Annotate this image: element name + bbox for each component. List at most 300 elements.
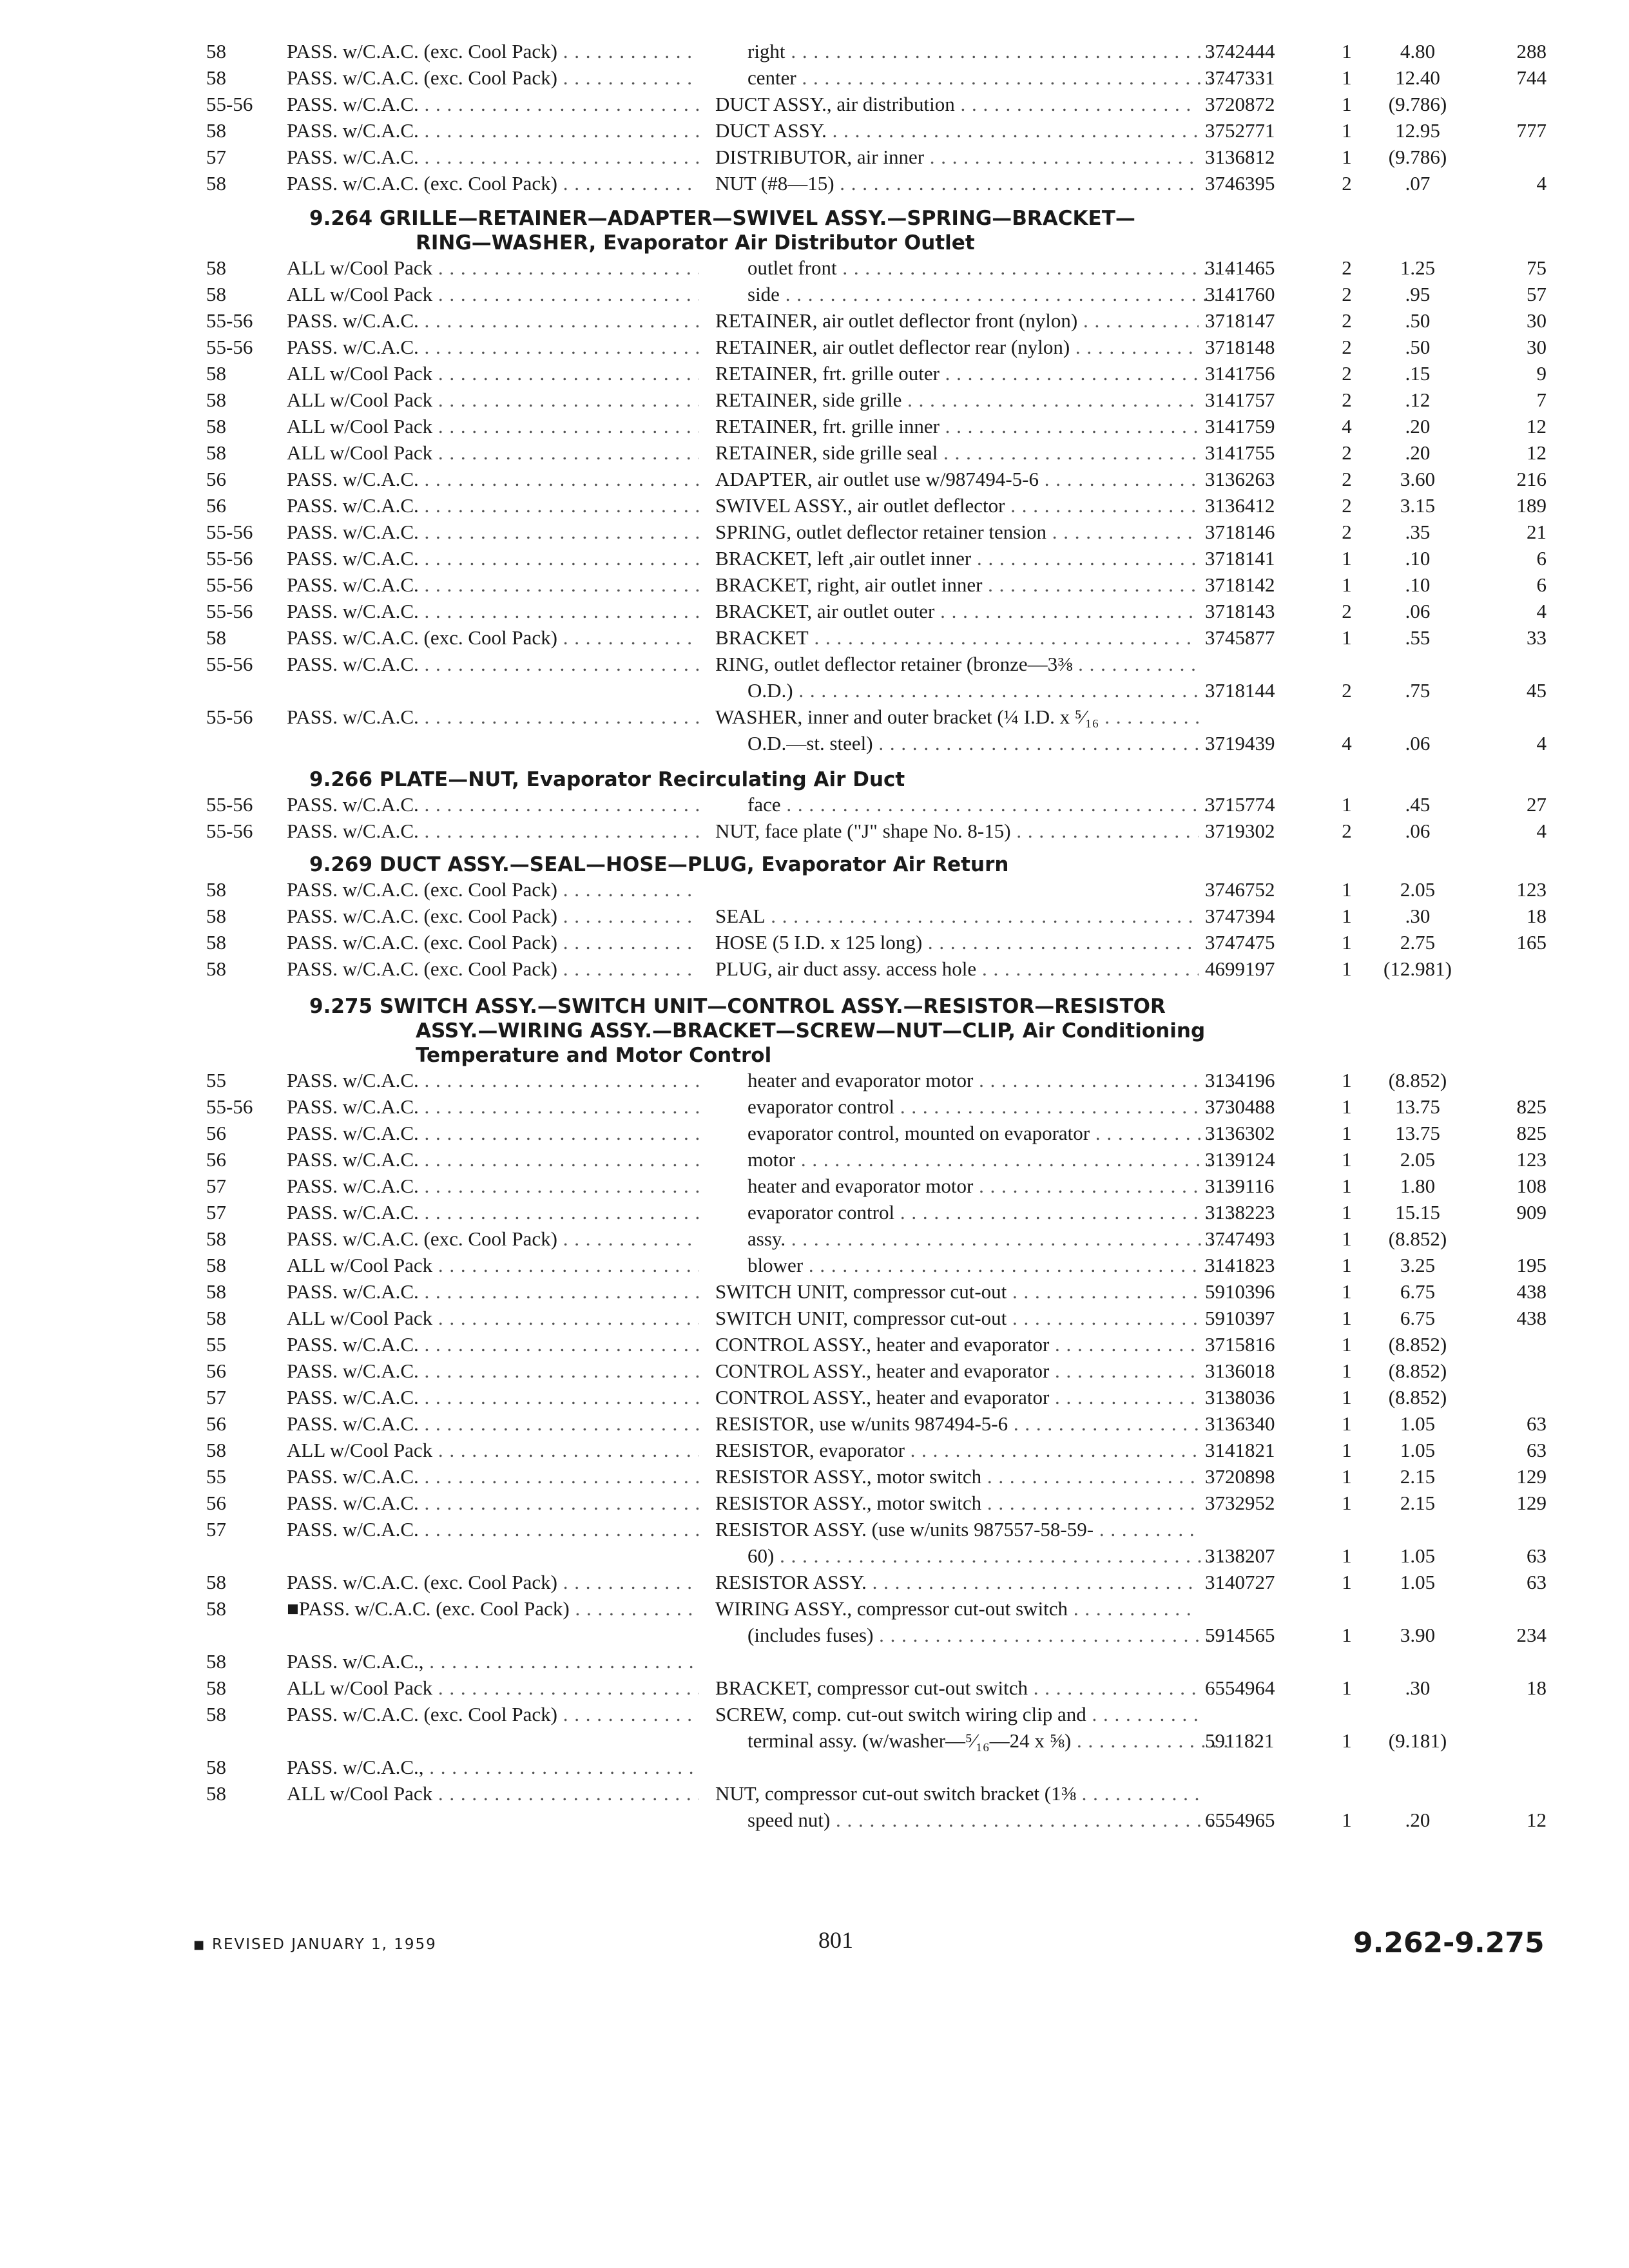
description: right . . . xyxy=(747,39,1231,64)
quantity: 1 xyxy=(1342,1254,1352,1276)
description: outlet front . . . xyxy=(747,255,1231,281)
model-year: 58 xyxy=(206,172,226,195)
model-year: 58 xyxy=(206,1782,226,1805)
model-year: 58 xyxy=(206,905,226,927)
model-year: 55-56 xyxy=(206,521,253,543)
coupon-value: 18 xyxy=(1527,905,1547,927)
application: ■PASS. w/C.A.C. (exc. Cool Pack) . . . xyxy=(287,1596,699,1622)
coupon-value: 288 xyxy=(1516,40,1547,62)
application: PASS. w/C.A.C. . . . xyxy=(287,818,699,844)
model-year: 58 xyxy=(206,66,226,89)
part-number: 3141755 xyxy=(1205,441,1275,464)
description: NUT, face plate ("J" shape No. 8-15) . . . xyxy=(715,818,1199,844)
model-year: 58 xyxy=(206,878,226,901)
coupon-value: 12 xyxy=(1527,441,1547,464)
list-price: .75 xyxy=(1405,679,1431,702)
list-price: .10 xyxy=(1405,573,1431,596)
quantity: 2 xyxy=(1342,362,1352,385)
description: SWITCH UNIT, compressor cut-out . . . xyxy=(715,1305,1199,1331)
quantity: 2 xyxy=(1342,336,1352,358)
coupon-value: 63 xyxy=(1527,1412,1547,1435)
list-price: .06 xyxy=(1405,820,1431,842)
part-number: 3746752 xyxy=(1205,878,1275,901)
quantity: 4 xyxy=(1342,732,1352,754)
coupon-value: 6 xyxy=(1536,547,1547,570)
model-year: 55-56 xyxy=(206,820,253,842)
model-year: 57 xyxy=(206,1518,226,1541)
list-price: (9.786) xyxy=(1388,93,1447,115)
description: evaporator control . . . xyxy=(747,1094,1231,1120)
list-price: 15.15 xyxy=(1395,1201,1440,1224)
application: ALL w/Cool Pack . . . xyxy=(287,361,699,387)
application: PASS. w/C.A.C. . . . xyxy=(287,118,699,144)
quantity: 1 xyxy=(1342,957,1352,980)
description: 60) . . . xyxy=(747,1543,1231,1569)
description: side . . . xyxy=(747,282,1231,307)
application: PASS. w/C.A.C. (exc. Cool Pack) . . . xyxy=(287,877,699,903)
model-year: 58 xyxy=(206,1703,226,1725)
list-price: .06 xyxy=(1405,732,1431,754)
quantity: 2 xyxy=(1342,494,1352,517)
application: PASS. w/C.A.C. . . . xyxy=(287,493,699,519)
application: PASS. w/C.A.C. . . . xyxy=(287,1490,699,1516)
application: ALL w/Cool Pack . . . xyxy=(287,414,699,439)
application: PASS. w/C.A.C. . . . xyxy=(287,1411,699,1437)
description: CONTROL ASSY., heater and evaporator . . . xyxy=(715,1332,1199,1358)
model-year: 58 xyxy=(206,931,226,954)
application: ALL w/Cool Pack . . . xyxy=(287,440,699,466)
part-number: 3747331 xyxy=(1205,66,1275,89)
description: RETAINER, side grille . . . xyxy=(715,387,1199,413)
coupon-value: 63 xyxy=(1527,1571,1547,1593)
quantity: 1 xyxy=(1342,1095,1352,1118)
quantity: 1 xyxy=(1342,1677,1352,1699)
list-price: .12 xyxy=(1405,389,1431,411)
description: evaporator control, mounted on evaporator . . . xyxy=(747,1120,1231,1146)
quantity: 1 xyxy=(1342,1227,1352,1250)
description: center . . . xyxy=(747,65,1231,91)
quantity: 1 xyxy=(1342,1544,1352,1567)
list-price: 3.15 xyxy=(1400,494,1436,517)
description: RETAINER, frt. grille outer . . . xyxy=(715,361,1199,387)
part-number: 3715774 xyxy=(1205,793,1275,816)
coupon-value: 30 xyxy=(1527,309,1547,332)
section-heading-4-line-0: 9.275 SWITCH ASSY.—SWITCH UNIT—CONTROL ASSY.—RESISTOR—RESISTOR xyxy=(309,995,1166,1018)
model-year: 58 xyxy=(206,1677,226,1699)
quantity: 1 xyxy=(1342,66,1352,89)
revision-note xyxy=(193,1936,437,1953)
list-price: .20 xyxy=(1405,1809,1431,1831)
model-year: 58 xyxy=(206,283,226,305)
quantity: 1 xyxy=(1342,1386,1352,1408)
application: ALL w/Cool Pack . . . xyxy=(287,282,699,307)
description: SPRING, outlet deflector retainer tension . . . xyxy=(715,519,1199,545)
quantity: 1 xyxy=(1342,1201,1352,1224)
quantity: 1 xyxy=(1342,119,1352,142)
quantity: 1 xyxy=(1342,1148,1352,1171)
list-price: 3.60 xyxy=(1400,468,1436,490)
list-price: .55 xyxy=(1405,626,1431,649)
part-number: 3138207 xyxy=(1205,1544,1275,1567)
list-price: 4.80 xyxy=(1400,40,1436,62)
coupon-value: 195 xyxy=(1516,1254,1547,1276)
description: WIRING ASSY., compressor cut-out switch . . . xyxy=(715,1596,1199,1622)
section-heading-1-line-0: 9.264 GRILLE—RETAINER—ADAPTER—SWIVEL ASSY.—SPRING—BRACKET— xyxy=(309,207,1135,230)
description: blower . . . xyxy=(747,1253,1231,1278)
list-price: 13.75 xyxy=(1395,1122,1440,1144)
application: PASS. w/C.A.C., . . . xyxy=(287,1649,699,1675)
application: PASS. w/C.A.C. . . . xyxy=(287,1464,699,1490)
application: PASS. w/C.A.C. . . . xyxy=(287,546,699,572)
coupon-value: 33 xyxy=(1527,626,1547,649)
list-price: (8.852) xyxy=(1388,1333,1447,1356)
description: assy. . . . xyxy=(747,1226,1231,1252)
model-year: 55-56 xyxy=(206,93,253,115)
model-year: 58 xyxy=(206,1650,226,1673)
application: PASS. w/C.A.C. . . . xyxy=(287,704,699,730)
quantity: 1 xyxy=(1342,1465,1352,1488)
part-number: 3138036 xyxy=(1205,1386,1275,1408)
coupon-value: 129 xyxy=(1516,1465,1547,1488)
model-year: 55-56 xyxy=(206,309,253,332)
part-number: 6554964 xyxy=(1205,1677,1275,1699)
application: PASS. w/C.A.C. (exc. Cool Pack) . . . xyxy=(287,171,699,197)
model-year: 58 xyxy=(206,957,226,980)
list-price: .20 xyxy=(1405,441,1431,464)
description: RESISTOR, use w/units 987494-5-6 . . . xyxy=(715,1411,1199,1437)
part-number: 3136018 xyxy=(1205,1360,1275,1382)
list-price: .10 xyxy=(1405,547,1431,570)
part-number: 3718147 xyxy=(1205,309,1275,332)
model-year: 55 xyxy=(206,1069,226,1091)
revision-marker-icon: ■ xyxy=(193,1938,206,1952)
page-number: 801 xyxy=(818,1927,853,1953)
part-number: 3732952 xyxy=(1205,1492,1275,1514)
list-price: 1.80 xyxy=(1400,1175,1436,1197)
list-price: 3.90 xyxy=(1400,1624,1436,1646)
description: PLUG, air duct assy. access hole . . . xyxy=(715,956,1199,982)
application: PASS. w/C.A.C. (exc. Cool Pack) . . . xyxy=(287,1702,699,1727)
part-number: 3141823 xyxy=(1205,1254,1275,1276)
coupon-value: 63 xyxy=(1527,1544,1547,1567)
coupon-value: 777 xyxy=(1516,119,1547,142)
part-number: 5910397 xyxy=(1205,1307,1275,1329)
application: PASS. w/C.A.C. . . . xyxy=(287,1517,699,1542)
part-number: 3745877 xyxy=(1205,626,1275,649)
description: RESISTOR ASSY., motor switch . . . xyxy=(715,1464,1199,1490)
description: heater and evaporator motor . . . xyxy=(747,1173,1231,1199)
quantity: 2 xyxy=(1342,389,1352,411)
model-year: 58 xyxy=(206,40,226,62)
part-number: 3747475 xyxy=(1205,931,1275,954)
application: PASS. w/C.A.C. . . . xyxy=(287,792,699,818)
model-year: 58 xyxy=(206,626,226,649)
quantity: 1 xyxy=(1342,1624,1352,1646)
quantity: 1 xyxy=(1342,1571,1352,1593)
application: PASS. w/C.A.C. . . . xyxy=(287,1068,699,1093)
quantity: 1 xyxy=(1342,626,1352,649)
quantity: 1 xyxy=(1342,1492,1352,1514)
part-number: 3730488 xyxy=(1205,1095,1275,1118)
description: RESISTOR ASSY. . . . xyxy=(715,1570,1199,1595)
quantity: 2 xyxy=(1342,172,1352,195)
part-number: 4699197 xyxy=(1205,957,1275,980)
list-price: .30 xyxy=(1405,905,1431,927)
part-number: 3136412 xyxy=(1205,494,1275,517)
application: PASS. w/C.A.C. (exc. Cool Pack) . . . xyxy=(287,625,699,651)
part-number: 3719439 xyxy=(1205,732,1275,754)
model-year: 58 xyxy=(206,441,226,464)
model-year: 56 xyxy=(206,1412,226,1435)
part-number: 3136302 xyxy=(1205,1122,1275,1144)
quantity: 1 xyxy=(1342,1175,1352,1197)
part-number: 3141756 xyxy=(1205,362,1275,385)
part-number: 6554965 xyxy=(1205,1809,1275,1831)
list-price: (8.852) xyxy=(1388,1360,1447,1382)
part-number: 5911821 xyxy=(1205,1729,1275,1752)
part-number: 5914565 xyxy=(1205,1624,1275,1646)
description: RESISTOR, evaporator . . . xyxy=(715,1437,1199,1463)
section-heading-4-line-2: Temperature and Motor Control xyxy=(416,1044,772,1067)
model-year: 55 xyxy=(206,1333,226,1356)
description: BRACKET, air outlet outer . . . xyxy=(715,599,1199,624)
application: PASS. w/C.A.C. . . . xyxy=(287,1120,699,1146)
application: ALL w/Cool Pack . . . xyxy=(287,255,699,281)
model-year: 58 xyxy=(206,1254,226,1276)
section-heading-1-line-1: RING—WASHER, Evaporator Air Distributor Outlet xyxy=(416,231,975,255)
list-price: 1.05 xyxy=(1400,1439,1436,1461)
part-number: 3141760 xyxy=(1205,283,1275,305)
part-number: 3752771 xyxy=(1205,119,1275,142)
quantity: 1 xyxy=(1342,1809,1352,1831)
list-price: 12.40 xyxy=(1395,66,1440,89)
part-number: 3718146 xyxy=(1205,521,1275,543)
model-year: 57 xyxy=(206,146,226,168)
coupon-value: 165 xyxy=(1516,931,1547,954)
model-year: 55-56 xyxy=(206,600,253,622)
application: PASS. w/C.A.C. (exc. Cool Pack) . . . xyxy=(287,1226,699,1252)
list-price: .45 xyxy=(1405,793,1431,816)
model-year: 57 xyxy=(206,1201,226,1224)
model-year: 56 xyxy=(206,1122,226,1144)
model-year: 56 xyxy=(206,468,226,490)
model-year: 58 xyxy=(206,389,226,411)
model-year: 56 xyxy=(206,1148,226,1171)
coupon-value: 4 xyxy=(1536,820,1547,842)
part-number: 3720898 xyxy=(1205,1465,1275,1488)
model-year: 58 xyxy=(206,1227,226,1250)
description: SWIVEL ASSY., air outlet deflector . . . xyxy=(715,493,1199,519)
application: PASS. w/C.A.C. . . . xyxy=(287,308,699,334)
list-price: .50 xyxy=(1405,336,1431,358)
coupon-value: 123 xyxy=(1516,1148,1547,1171)
quantity: 2 xyxy=(1342,441,1352,464)
coupon-value: 27 xyxy=(1527,793,1547,816)
quantity: 1 xyxy=(1342,878,1352,901)
list-price: 2.15 xyxy=(1400,1465,1436,1488)
part-number: 3136263 xyxy=(1205,468,1275,490)
section-range: 9.262-9.275 xyxy=(1353,1927,1545,1959)
coupon-value: 123 xyxy=(1516,878,1547,901)
coupon-value: 30 xyxy=(1527,336,1547,358)
application: PASS. w/C.A.C. . . . xyxy=(287,1385,699,1410)
application: PASS. w/C.A.C. . . . xyxy=(287,519,699,545)
model-year: 58 xyxy=(206,1597,226,1620)
coupon-value: 825 xyxy=(1516,1122,1547,1144)
application: PASS. w/C.A.C. . . . xyxy=(287,1200,699,1225)
list-price: 12.95 xyxy=(1395,119,1440,142)
description: (includes fuses) . . . xyxy=(747,1622,1231,1648)
application: PASS. w/C.A.C. . . . xyxy=(287,466,699,492)
coupon-value: 9 xyxy=(1536,362,1547,385)
description: face . . . xyxy=(747,792,1231,818)
section-heading-3-line-0: 9.269 DUCT ASSY.—SEAL—HOSE—PLUG, Evaporator Air Return xyxy=(309,853,1009,876)
application: PASS. w/C.A.C. (exc. Cool Pack) . . . xyxy=(287,65,699,91)
model-year: 58 xyxy=(206,1439,226,1461)
part-number: 3140727 xyxy=(1205,1571,1275,1593)
model-year: 55-56 xyxy=(206,793,253,816)
model-year: 55 xyxy=(206,1465,226,1488)
model-year: 56 xyxy=(206,1360,226,1382)
quantity: 2 xyxy=(1342,521,1352,543)
part-number: 3715816 xyxy=(1205,1333,1275,1356)
part-number: 3141759 xyxy=(1205,415,1275,437)
model-year: 55-56 xyxy=(206,547,253,570)
coupon-value: 438 xyxy=(1516,1280,1547,1303)
description: CONTROL ASSY., heater and evaporator . . . xyxy=(715,1358,1199,1384)
quantity: 1 xyxy=(1342,40,1352,62)
quantity: 1 xyxy=(1342,1333,1352,1356)
description: RETAINER, side grille seal . . . xyxy=(715,440,1199,466)
list-price: 1.25 xyxy=(1400,256,1436,279)
model-year: 58 xyxy=(206,1280,226,1303)
description: DUCT ASSY. . . . xyxy=(715,118,1199,144)
model-year: 58 xyxy=(206,1756,226,1778)
model-year: 58 xyxy=(206,1571,226,1593)
coupon-value: 6 xyxy=(1536,573,1547,596)
application: PASS. w/C.A.C. (exc. Cool Pack) . . . xyxy=(287,903,699,929)
coupon-value: 12 xyxy=(1527,1809,1547,1831)
description: speed nut) . . . xyxy=(747,1807,1231,1833)
coupon-value: 12 xyxy=(1527,415,1547,437)
quantity: 1 xyxy=(1342,1280,1352,1303)
description: RESISTOR ASSY. (use w/units 987557-58-59- . . . xyxy=(715,1517,1199,1542)
application: PASS. w/C.A.C. . . . xyxy=(287,572,699,598)
part-number: 5910396 xyxy=(1205,1280,1275,1303)
quantity: 2 xyxy=(1342,283,1352,305)
application: PASS. w/C.A.C. (exc. Cool Pack) . . . xyxy=(287,1570,699,1595)
coupon-value: 744 xyxy=(1516,66,1547,89)
description: NUT (#8—15) . . . xyxy=(715,171,1199,197)
coupon-value: 63 xyxy=(1527,1439,1547,1461)
list-price: (8.852) xyxy=(1388,1386,1447,1408)
description: DISTRIBUTOR, air inner . . . xyxy=(715,144,1199,170)
part-number: 3141757 xyxy=(1205,389,1275,411)
application: ALL w/Cool Pack . . . xyxy=(287,387,699,413)
list-price: 6.75 xyxy=(1400,1280,1436,1303)
list-price: 1.05 xyxy=(1400,1412,1436,1435)
description: SEAL . . . xyxy=(715,903,1199,929)
model-year: 57 xyxy=(206,1386,226,1408)
coupon-value: 45 xyxy=(1527,679,1547,702)
part-number: 3742444 xyxy=(1205,40,1275,62)
coupon-value: 21 xyxy=(1527,521,1547,543)
description: O.D.—st. steel) . . . xyxy=(747,731,1231,756)
model-year: 55-56 xyxy=(206,706,253,728)
quantity: 2 xyxy=(1342,468,1352,490)
quantity: 1 xyxy=(1342,1122,1352,1144)
application: ALL w/Cool Pack . . . xyxy=(287,1781,699,1807)
quantity: 2 xyxy=(1342,820,1352,842)
list-price: 1.05 xyxy=(1400,1571,1436,1593)
quantity: 1 xyxy=(1342,1069,1352,1091)
description: ADAPTER, air outlet use w/987494-5-6 . . . xyxy=(715,466,1199,492)
list-price: (9.786) xyxy=(1388,146,1447,168)
part-number: 3139124 xyxy=(1205,1148,1275,1171)
part-number: 3139116 xyxy=(1205,1175,1275,1197)
description: SWITCH UNIT, compressor cut-out . . . xyxy=(715,1279,1199,1305)
list-price: 2.05 xyxy=(1400,878,1436,901)
application: PASS. w/C.A.C. . . . xyxy=(287,1279,699,1305)
description: RETAINER, air outlet deflector front (nylon) . . . xyxy=(715,308,1199,334)
part-number: 3718141 xyxy=(1205,547,1275,570)
part-number: 3134196 xyxy=(1205,1069,1275,1091)
part-number: 3138223 xyxy=(1205,1201,1275,1224)
application: PASS. w/C.A.C. (exc. Cool Pack) . . . xyxy=(287,930,699,956)
quantity: 1 xyxy=(1342,905,1352,927)
application: PASS. w/C.A.C. . . . xyxy=(287,334,699,360)
quantity: 2 xyxy=(1342,309,1352,332)
coupon-value: 75 xyxy=(1527,256,1547,279)
description: SCREW, comp. cut-out switch wiring clip and . . . xyxy=(715,1702,1199,1727)
description: BRACKET, right, air outlet inner . . . xyxy=(715,572,1199,598)
coupon-value: 57 xyxy=(1527,283,1547,305)
description: CONTROL ASSY., heater and evaporator . . . xyxy=(715,1385,1199,1410)
quantity: 1 xyxy=(1342,793,1352,816)
list-price: 13.75 xyxy=(1395,1095,1440,1118)
section-heading-4-line-1: ASSY.—WIRING ASSY.—BRACKET—SCREW—NUT—CLIP, Air Conditioning xyxy=(416,1019,1206,1043)
description: DUCT ASSY., air distribution . . . xyxy=(715,91,1199,117)
application: PASS. w/C.A.C. (exc. Cool Pack) . . . xyxy=(287,956,699,982)
part-number: 3747394 xyxy=(1205,905,1275,927)
list-price: 2.05 xyxy=(1400,1148,1436,1171)
quantity: 1 xyxy=(1342,1360,1352,1382)
part-number: 3136340 xyxy=(1205,1412,1275,1435)
quantity: 4 xyxy=(1342,415,1352,437)
list-price: .95 xyxy=(1405,283,1431,305)
revision-note-text: REVISED JANUARY 1, 1959 xyxy=(212,1936,437,1953)
application: ALL w/Cool Pack . . . xyxy=(287,1675,699,1701)
model-year: 55-56 xyxy=(206,336,253,358)
description: evaporator control . . . xyxy=(747,1200,1231,1225)
application: PASS. w/C.A.C. (exc. Cool Pack) . . . xyxy=(287,39,699,64)
quantity: 1 xyxy=(1342,547,1352,570)
model-year: 56 xyxy=(206,1492,226,1514)
description: BRACKET, left ,air outlet inner . . . xyxy=(715,546,1199,572)
description: RING, outlet deflector retainer (bronze—3⅜ . . . xyxy=(715,651,1199,677)
coupon-value: 216 xyxy=(1516,468,1547,490)
coupon-value: 438 xyxy=(1516,1307,1547,1329)
coupon-value: 129 xyxy=(1516,1492,1547,1514)
part-number: 3746395 xyxy=(1205,172,1275,195)
part-number: 3718144 xyxy=(1205,679,1275,702)
description: BRACKET . . . xyxy=(715,625,1199,651)
model-year: 55-56 xyxy=(206,653,253,675)
list-price: (8.852) xyxy=(1388,1227,1447,1250)
description: heater and evaporator motor . . . xyxy=(747,1068,1231,1093)
application: PASS. w/C.A.C. . . . xyxy=(287,651,699,677)
application: PASS. w/C.A.C. . . . xyxy=(287,599,699,624)
